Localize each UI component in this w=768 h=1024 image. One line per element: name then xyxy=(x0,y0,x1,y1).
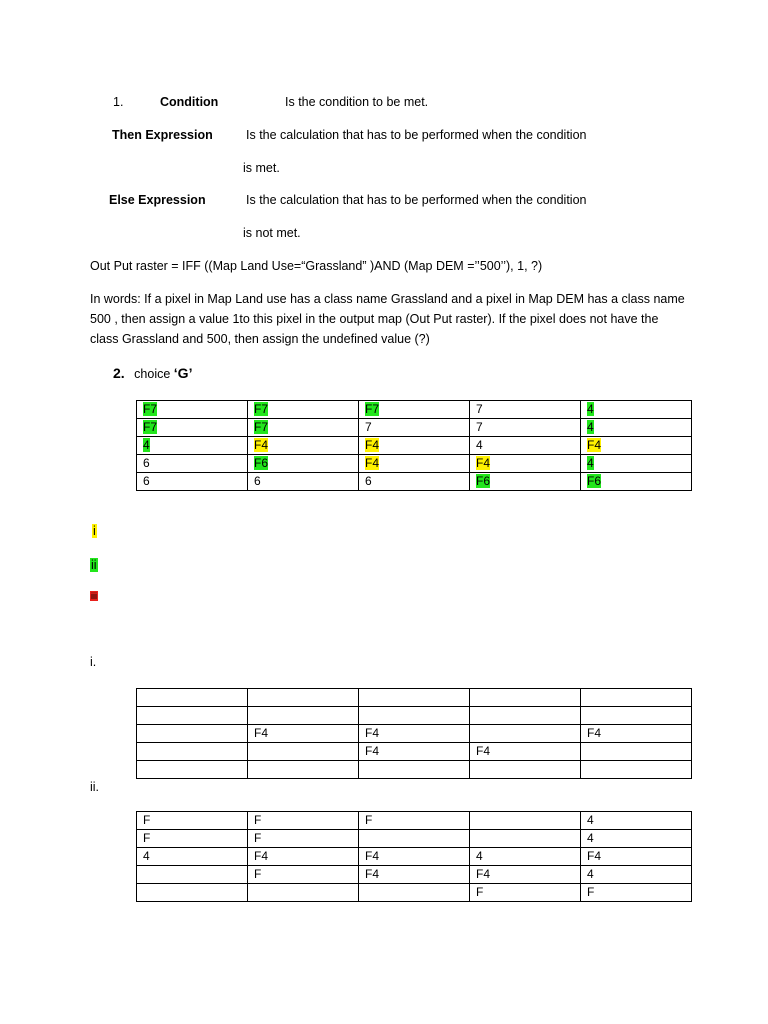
choice-label: choice xyxy=(134,367,171,381)
table-cell xyxy=(581,848,692,866)
table-cell xyxy=(581,830,692,848)
table-cell xyxy=(137,812,248,830)
choice-g-table xyxy=(136,400,692,491)
table-row xyxy=(137,884,692,902)
table-cell xyxy=(248,725,359,743)
then-expression-term: Then Expression xyxy=(112,128,213,142)
table-row xyxy=(137,707,692,725)
table-cell xyxy=(137,419,248,437)
cell-value: 7 xyxy=(365,420,372,434)
table-cell xyxy=(137,401,248,419)
cell-value: 4 xyxy=(143,438,150,452)
cell-value: 6 xyxy=(143,474,150,488)
table-cell xyxy=(248,419,359,437)
cell-value: F xyxy=(365,813,373,827)
cell-value: F4 xyxy=(365,726,380,740)
section-2-number: 2. xyxy=(113,365,125,381)
table-cell xyxy=(248,401,359,419)
table-cell xyxy=(581,884,692,902)
table-cell xyxy=(470,419,581,437)
cell-value: F4 xyxy=(476,744,491,758)
table-cell xyxy=(359,761,470,779)
table-cell xyxy=(359,401,470,419)
table-cell xyxy=(359,725,470,743)
table-cell xyxy=(359,866,470,884)
cell-value: F7 xyxy=(254,402,269,416)
cell-value: F4 xyxy=(365,849,380,863)
table-cell xyxy=(581,761,692,779)
table-row xyxy=(137,848,692,866)
table-cell xyxy=(137,725,248,743)
cell-value: F xyxy=(254,831,262,845)
table-cell xyxy=(137,437,248,455)
table-cell xyxy=(248,473,359,491)
table-row xyxy=(137,689,692,707)
table-row xyxy=(137,812,692,830)
cell-value: F6 xyxy=(254,456,269,470)
cell-value: F6 xyxy=(587,474,602,488)
table-cell xyxy=(470,884,581,902)
table-cell xyxy=(581,437,692,455)
table-cell xyxy=(137,866,248,884)
table-cell xyxy=(470,761,581,779)
cell-value: F7 xyxy=(143,402,158,416)
table-cell xyxy=(470,689,581,707)
table-cell xyxy=(137,707,248,725)
table-row xyxy=(137,725,692,743)
cell-value: F6 xyxy=(476,474,491,488)
table-cell xyxy=(581,473,692,491)
legend-i: i xyxy=(93,524,96,538)
table-cell xyxy=(137,761,248,779)
table-i-label: i. xyxy=(90,655,97,669)
table-cell xyxy=(359,437,470,455)
cell-value: F7 xyxy=(143,420,158,434)
table-ii xyxy=(136,811,692,902)
table-row xyxy=(137,866,692,884)
cell-value: F xyxy=(476,885,484,899)
table-cell xyxy=(248,884,359,902)
table-cell xyxy=(248,455,359,473)
condition-description: Is the condition to be met. xyxy=(285,95,429,109)
cell-value: 6 xyxy=(143,456,150,470)
cell-value: F xyxy=(254,867,262,881)
table-cell xyxy=(359,812,470,830)
table-cell xyxy=(470,473,581,491)
table-cell xyxy=(137,689,248,707)
table-cell xyxy=(581,401,692,419)
table-row xyxy=(137,830,692,848)
choice-letter: ‘G’ xyxy=(173,365,193,381)
table-cell xyxy=(248,743,359,761)
table-cell xyxy=(470,830,581,848)
table-cell xyxy=(137,848,248,866)
cell-value: F7 xyxy=(365,402,380,416)
table-cell xyxy=(581,419,692,437)
table-cell xyxy=(581,725,692,743)
table-row xyxy=(137,761,692,779)
table-cell xyxy=(248,689,359,707)
formula-line: Out Put raster = IFF ((Map Land Use=“Grassland” )AND (Map DEM =’’500’’), 1, ?) xyxy=(90,259,543,273)
table-cell xyxy=(470,812,581,830)
table-row xyxy=(137,743,692,761)
table-row xyxy=(137,473,692,491)
table-ii-label: ii. xyxy=(90,780,100,794)
cell-value: F4 xyxy=(254,438,269,452)
cell-value: F4 xyxy=(476,867,491,881)
table-cell xyxy=(581,866,692,884)
table-row xyxy=(137,419,692,437)
table-cell xyxy=(248,437,359,455)
table-cell xyxy=(470,743,581,761)
cell-value: 4 xyxy=(587,402,594,416)
cell-value: F xyxy=(587,885,595,899)
else-expression-description-line2: is not met. xyxy=(243,226,301,240)
table-cell xyxy=(137,884,248,902)
cell-value: F4 xyxy=(365,867,380,881)
table-row xyxy=(137,437,692,455)
table-cell xyxy=(359,689,470,707)
cell-value: 4 xyxy=(476,849,483,863)
table-cell xyxy=(581,689,692,707)
explanation-paragraph: In words: If a pixel in Map Land use has a class name Grassland and a pixel in Map DEM has a class name 500 , then assign a value 1to this pixel in the output map (Out Put raster). If the pixel does not have the class Grassland and 500, then assign the undefined value (?) xyxy=(90,292,685,346)
table-cell xyxy=(359,848,470,866)
table-cell xyxy=(470,725,581,743)
table-cell xyxy=(248,848,359,866)
cell-value: 6 xyxy=(365,474,372,488)
condition-term: Condition xyxy=(160,95,219,109)
cell-value: 4 xyxy=(143,849,150,863)
table-cell xyxy=(248,812,359,830)
then-expression-description-line2: is met. xyxy=(243,161,280,175)
cell-value: F xyxy=(143,831,151,845)
cell-value: F7 xyxy=(254,420,269,434)
cell-value: 6 xyxy=(254,474,261,488)
cell-value: F4 xyxy=(365,456,380,470)
table-cell xyxy=(137,455,248,473)
table-cell xyxy=(581,455,692,473)
cell-value: F4 xyxy=(587,438,602,452)
table-cell xyxy=(581,743,692,761)
cell-value: F xyxy=(143,813,151,827)
table-cell xyxy=(470,401,581,419)
cell-value: 4 xyxy=(587,456,594,470)
else-expression-description-line1: Is the calculation that has to be performed when the condition xyxy=(246,193,587,207)
table-cell xyxy=(359,455,470,473)
cell-value: 4 xyxy=(587,831,594,845)
table-cell xyxy=(581,812,692,830)
table-cell xyxy=(137,830,248,848)
table-cell xyxy=(248,761,359,779)
cell-value: 7 xyxy=(476,402,483,416)
table-cell xyxy=(359,419,470,437)
cell-value: 4 xyxy=(476,438,483,452)
cell-value: 7 xyxy=(476,420,483,434)
table-cell xyxy=(359,743,470,761)
list-number-1: 1. xyxy=(113,95,124,109)
cell-value: F xyxy=(254,813,262,827)
then-expression-description-line1: Is the calculation that has to be performed when the condition xyxy=(246,128,587,142)
table-cell xyxy=(137,473,248,491)
cell-value: 4 xyxy=(587,867,594,881)
table-cell xyxy=(470,707,581,725)
legend-ii: ii xyxy=(91,558,97,572)
table-cell xyxy=(359,473,470,491)
else-expression-term: Else Expression xyxy=(109,193,206,207)
table-cell xyxy=(248,830,359,848)
cell-value: F4 xyxy=(254,726,269,740)
cell-value: F4 xyxy=(476,456,491,470)
table-cell xyxy=(581,707,692,725)
cell-value: 4 xyxy=(587,813,594,827)
table-i xyxy=(136,688,692,779)
cell-value: F4 xyxy=(365,744,380,758)
table-row xyxy=(137,401,692,419)
table-cell xyxy=(359,830,470,848)
table-cell xyxy=(470,437,581,455)
table-cell xyxy=(359,884,470,902)
table-cell xyxy=(470,866,581,884)
cell-value: F4 xyxy=(254,849,269,863)
cell-value: F4 xyxy=(587,726,602,740)
table-cell xyxy=(248,707,359,725)
cell-value: 4 xyxy=(587,420,594,434)
table-row xyxy=(137,455,692,473)
table-cell xyxy=(470,848,581,866)
section-2-heading xyxy=(113,365,192,381)
table-cell xyxy=(248,866,359,884)
table-cell xyxy=(470,455,581,473)
table-cell xyxy=(137,743,248,761)
cell-value: F4 xyxy=(365,438,380,452)
table-cell xyxy=(359,707,470,725)
legend-iii: iii xyxy=(91,591,97,601)
cell-value: F4 xyxy=(587,849,602,863)
